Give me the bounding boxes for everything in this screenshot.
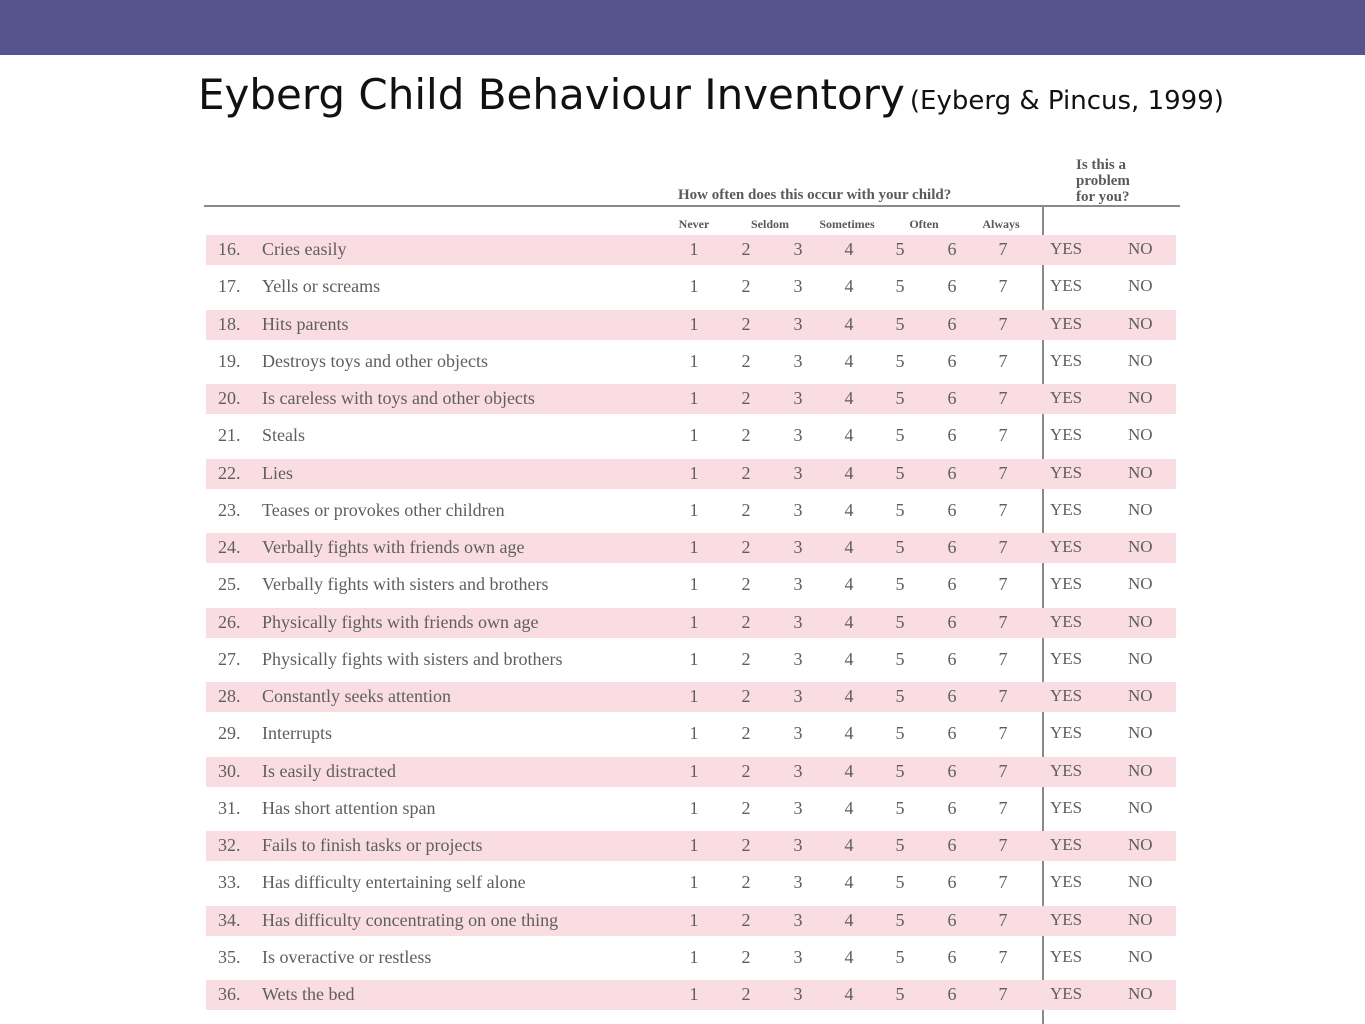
item-number: 32. [218, 835, 241, 855]
table-row [206, 980, 1176, 1010]
rating-option[interactable]: 6 [947, 984, 957, 1004]
title-main: Eyberg Child Behaviour Inventory [198, 70, 905, 119]
rating-option[interactable]: 2 [741, 835, 751, 855]
yes-option[interactable]: YES [1050, 760, 1083, 780]
rating-option[interactable]: 3 [793, 313, 803, 334]
rating-option[interactable]: 6 [947, 574, 957, 595]
rating-option[interactable]: 4 [844, 835, 854, 855]
item-text: Steals [262, 425, 305, 446]
item-text: Physically fights with friends own age [262, 611, 539, 632]
table-row [206, 570, 1176, 600]
rating-option[interactable]: 5 [895, 574, 905, 595]
rating-option[interactable]: 5 [895, 462, 905, 483]
rating-option[interactable]: 3 [793, 686, 803, 706]
item-text: Has difficulty entertaining self alone [262, 872, 526, 893]
yes-option[interactable]: YES [1050, 239, 1083, 258]
yes-option[interactable]: YES [1050, 797, 1083, 817]
rating-option[interactable]: 1 [689, 946, 699, 967]
rating-option[interactable]: 3 [793, 574, 803, 595]
rating-option[interactable]: 4 [844, 984, 854, 1004]
no-option[interactable]: NO [1128, 872, 1153, 892]
rating-option[interactable]: 1 [689, 239, 699, 259]
scale-label-always: Always [982, 217, 1020, 231]
item-number: 31. [218, 797, 241, 818]
rating-option[interactable]: 4 [844, 760, 854, 781]
rating-option[interactable]: 4 [844, 872, 854, 893]
rating-option[interactable]: 7 [998, 872, 1008, 893]
item-number: 27. [218, 648, 241, 669]
rating-option[interactable]: 5 [895, 239, 905, 259]
item-number: 29. [218, 723, 241, 744]
item-number: 36. [218, 984, 241, 1004]
yes-option[interactable]: YES [1050, 909, 1083, 929]
rating-option[interactable]: 2 [741, 239, 751, 259]
rating-option[interactable]: 2 [741, 760, 751, 781]
rating-option[interactable]: 5 [895, 797, 905, 818]
rating-option[interactable]: 4 [844, 611, 854, 632]
rating-option[interactable]: 2 [741, 425, 751, 446]
table-row [206, 719, 1176, 749]
yes-option[interactable]: YES [1050, 984, 1083, 1003]
no-option[interactable]: NO [1128, 835, 1153, 854]
yes-option[interactable]: YES [1050, 388, 1083, 407]
rating-option[interactable]: 1 [689, 350, 699, 371]
table-row [206, 608, 1176, 638]
rating-option[interactable]: 5 [895, 760, 905, 781]
rating-option[interactable]: 2 [741, 984, 751, 1004]
rating-option[interactable]: 1 [689, 835, 699, 855]
rating-option[interactable]: 1 [689, 388, 699, 408]
rating-option[interactable]: 2 [741, 946, 751, 967]
rating-option[interactable]: 4 [844, 946, 854, 967]
rating-option[interactable]: 7 [998, 313, 1008, 334]
yes-option[interactable]: YES [1050, 574, 1083, 594]
item-number: 28. [218, 686, 241, 706]
yes-option[interactable]: YES [1050, 499, 1083, 519]
rating-option[interactable]: 3 [793, 872, 803, 893]
yes-option[interactable]: YES [1050, 276, 1083, 296]
frequency-question: How often does this occur with your child? [678, 187, 952, 203]
rating-option[interactable]: 7 [998, 537, 1008, 557]
no-option[interactable]: NO [1128, 984, 1153, 1003]
yes-option[interactable]: YES [1050, 425, 1083, 445]
yes-option[interactable]: YES [1050, 872, 1083, 892]
item-number: 26. [218, 611, 241, 632]
item-text: Physically fights with sisters and brothers [262, 648, 563, 669]
no-option[interactable]: NO [1128, 686, 1153, 705]
rating-option[interactable]: 4 [844, 239, 854, 259]
item-number: 34. [218, 909, 241, 930]
item-text: Has short attention span [262, 797, 436, 818]
table-row [206, 459, 1176, 489]
no-option[interactable]: NO [1128, 276, 1153, 296]
page-title [198, 70, 1224, 119]
table-row [206, 682, 1176, 712]
no-option[interactable]: NO [1128, 239, 1153, 258]
rating-option[interactable]: 3 [793, 611, 803, 632]
item-text: Verbally fights with friends own age [262, 537, 525, 557]
rating-option[interactable]: 3 [793, 909, 803, 930]
no-option[interactable]: NO [1128, 537, 1153, 556]
rating-option[interactable]: 7 [998, 611, 1008, 632]
header-bar [0, 0, 1365, 55]
rating-option[interactable]: 5 [895, 350, 905, 371]
rating-option[interactable]: 4 [844, 909, 854, 930]
table-row [206, 533, 1176, 563]
rating-option[interactable]: 4 [844, 797, 854, 818]
no-option[interactable]: NO [1128, 499, 1153, 519]
rating-option[interactable]: 6 [947, 797, 957, 818]
no-option[interactable]: NO [1128, 909, 1153, 929]
item-text: Has difficulty concentrating on one thing [262, 909, 559, 930]
rating-option[interactable]: 7 [998, 574, 1008, 595]
rating-option[interactable]: 2 [741, 611, 751, 632]
rating-option[interactable]: 7 [998, 276, 1008, 297]
rating-option[interactable]: 1 [689, 276, 699, 297]
rating-option[interactable]: 6 [947, 723, 957, 744]
rating-option[interactable]: 1 [689, 797, 699, 818]
rating-option[interactable]: 1 [689, 648, 699, 669]
table-row [206, 943, 1176, 973]
rating-option[interactable]: 4 [844, 388, 854, 408]
rating-option[interactable]: 2 [741, 909, 751, 930]
rating-option[interactable]: 2 [741, 648, 751, 669]
rating-option[interactable]: 6 [947, 835, 957, 855]
rating-option[interactable]: 4 [844, 537, 854, 557]
rating-option[interactable]: 4 [844, 462, 854, 483]
rating-option[interactable]: 1 [689, 462, 699, 483]
item-text: Fails to finish tasks or projects [262, 835, 483, 855]
rating-option[interactable]: 1 [689, 909, 699, 930]
rating-option[interactable]: 6 [947, 388, 957, 408]
table-row [206, 645, 1176, 675]
rating-option[interactable]: 3 [793, 835, 803, 855]
rating-option[interactable]: 7 [998, 723, 1008, 744]
scale-label-sometimes: Sometimes [819, 217, 875, 231]
item-number: 19. [218, 350, 241, 371]
title-citation: (Eyberg & Pincus, 1999) [909, 86, 1224, 116]
item-number: 33. [218, 872, 241, 893]
yes-option[interactable]: YES [1050, 946, 1083, 966]
rating-option[interactable]: 4 [844, 723, 854, 744]
yes-option[interactable]: YES [1050, 686, 1083, 705]
item-number: 35. [218, 946, 241, 967]
yes-option[interactable]: YES [1050, 648, 1083, 668]
rating-option[interactable]: 4 [844, 350, 854, 371]
rating-option[interactable]: 7 [998, 909, 1008, 930]
rating-option[interactable]: 7 [998, 648, 1008, 669]
rating-option[interactable]: 6 [947, 909, 957, 930]
rating-option[interactable]: 5 [895, 499, 905, 520]
rating-option[interactable]: 1 [689, 313, 699, 334]
no-option[interactable]: NO [1128, 760, 1153, 780]
scale-label-never: Never [678, 217, 710, 231]
rating-option[interactable]: 7 [998, 797, 1008, 818]
rating-option[interactable]: 1 [689, 760, 699, 781]
rating-option[interactable]: 5 [895, 648, 905, 669]
rating-option[interactable]: 4 [844, 276, 854, 297]
rating-option[interactable]: 2 [741, 388, 751, 408]
table-row [206, 906, 1176, 936]
rating-option[interactable]: 2 [741, 350, 751, 371]
rating-option[interactable]: 7 [998, 984, 1008, 1004]
rating-option[interactable]: 1 [689, 425, 699, 446]
item-text: Cries easily [262, 239, 347, 259]
problem-question-line: Is this a [1076, 157, 1127, 173]
item-number: 16. [218, 239, 241, 259]
yes-option[interactable]: YES [1050, 723, 1083, 743]
rating-option[interactable]: 6 [947, 946, 957, 967]
rating-option[interactable]: 1 [689, 537, 699, 557]
rating-option[interactable]: 6 [947, 872, 957, 893]
rating-option[interactable]: 2 [741, 499, 751, 520]
yes-option[interactable]: YES [1050, 537, 1083, 556]
rating-option[interactable]: 2 [741, 686, 751, 706]
rating-option[interactable]: 2 [741, 872, 751, 893]
table-row [206, 496, 1176, 526]
rating-option[interactable]: 5 [895, 984, 905, 1004]
yes-option[interactable]: YES [1050, 611, 1083, 631]
rating-option[interactable]: 2 [741, 797, 751, 818]
item-number: 22. [218, 462, 241, 483]
rating-option[interactable]: 3 [793, 276, 803, 297]
item-number: 20. [218, 388, 241, 408]
rating-option[interactable]: 7 [998, 350, 1008, 371]
yes-option[interactable]: YES [1050, 835, 1083, 854]
rating-option[interactable]: 4 [844, 686, 854, 706]
rating-option[interactable]: 6 [947, 648, 957, 669]
no-option[interactable]: NO [1128, 462, 1153, 482]
rating-option[interactable]: 4 [844, 499, 854, 520]
no-option[interactable]: NO [1128, 388, 1153, 407]
rating-option[interactable]: 5 [895, 686, 905, 706]
rating-option[interactable]: 6 [947, 611, 957, 632]
yes-option[interactable]: YES [1050, 462, 1083, 482]
item-number: 23. [218, 499, 241, 520]
inventory-form [204, 150, 1184, 1024]
item-number: 17. [218, 276, 241, 297]
item-text: Is careless with toys and other objects [262, 388, 535, 408]
rating-option[interactable]: 5 [895, 388, 905, 408]
rating-option[interactable]: 2 [741, 537, 751, 557]
yes-option[interactable]: YES [1050, 313, 1083, 333]
rating-option[interactable]: 6 [947, 239, 957, 259]
rating-option[interactable]: 1 [689, 611, 699, 632]
rating-option[interactable]: 5 [895, 276, 905, 297]
rating-option[interactable]: 5 [895, 537, 905, 557]
item-number: 18. [218, 313, 241, 334]
rating-option[interactable]: 6 [947, 686, 957, 706]
rating-option[interactable]: 2 [741, 276, 751, 297]
table-row [206, 757, 1176, 787]
table-row [206, 421, 1176, 451]
no-option[interactable]: NO [1128, 797, 1153, 817]
problem-question-line: for you? [1076, 189, 1130, 205]
rating-option[interactable]: 5 [895, 835, 905, 855]
item-text: Yells or screams [262, 276, 381, 297]
rating-option[interactable]: 5 [895, 611, 905, 632]
item-text: Teases or provokes other children [262, 499, 505, 520]
item-number: 21. [218, 425, 241, 446]
rating-option[interactable]: 3 [793, 239, 803, 259]
rating-option[interactable]: 5 [895, 723, 905, 744]
table-row [206, 384, 1176, 414]
no-option[interactable]: NO [1128, 648, 1153, 668]
no-option[interactable]: NO [1128, 574, 1153, 594]
item-text: Is easily distracted [262, 760, 396, 781]
rating-option[interactable]: 7 [998, 686, 1008, 706]
rating-option[interactable]: 1 [689, 723, 699, 744]
table-row [206, 272, 1176, 302]
no-option[interactable]: NO [1128, 425, 1153, 445]
no-option[interactable]: NO [1128, 313, 1153, 333]
table-row [206, 310, 1176, 340]
no-option[interactable]: NO [1128, 723, 1153, 743]
rating-option[interactable]: 3 [793, 648, 803, 669]
scale-label-seldom: Seldom [750, 217, 790, 231]
table-row [206, 868, 1176, 898]
rating-option[interactable]: 3 [793, 797, 803, 818]
rating-option[interactable]: 7 [998, 462, 1008, 483]
rating-option[interactable]: 6 [947, 276, 957, 297]
rating-option[interactable]: 6 [947, 462, 957, 483]
rating-option[interactable]: 6 [947, 425, 957, 446]
item-text: Wets the bed [262, 984, 355, 1004]
rating-option[interactable]: 6 [947, 350, 957, 371]
rating-option[interactable]: 1 [689, 574, 699, 595]
item-number: 25. [218, 574, 241, 595]
item-text: Hits parents [262, 313, 349, 334]
rating-option[interactable]: 1 [689, 872, 699, 893]
rating-option[interactable]: 2 [741, 574, 751, 595]
rating-option[interactable]: 3 [793, 537, 803, 557]
problem-question [1076, 157, 1176, 205]
rating-option[interactable]: 7 [998, 760, 1008, 781]
rating-option[interactable]: 2 [741, 313, 751, 334]
rating-option[interactable]: 6 [947, 760, 957, 781]
rating-option[interactable]: 1 [689, 984, 699, 1004]
rating-option[interactable]: 5 [895, 313, 905, 334]
rating-option[interactable]: 4 [844, 574, 854, 595]
rating-option[interactable]: 3 [793, 984, 803, 1004]
no-option[interactable]: NO [1128, 611, 1153, 631]
item-text: Is overactive or restless [262, 946, 432, 967]
rating-option[interactable]: 3 [793, 425, 803, 446]
rating-option[interactable]: 3 [793, 723, 803, 744]
item-number: 30. [218, 760, 241, 781]
problem-question-line: problem [1076, 173, 1130, 189]
rating-option[interactable]: 3 [793, 350, 803, 371]
rating-option[interactable]: 5 [895, 946, 905, 967]
item-number: 24. [218, 537, 241, 557]
rating-option[interactable]: 3 [793, 388, 803, 408]
rating-option[interactable]: 7 [998, 425, 1008, 446]
rating-option[interactable]: 3 [793, 946, 803, 967]
header-rule [204, 205, 1180, 207]
item-text: Lies [262, 462, 293, 483]
rating-option[interactable]: 1 [689, 499, 699, 520]
rating-option[interactable]: 5 [895, 425, 905, 446]
rating-option[interactable]: 4 [844, 425, 854, 446]
rating-option[interactable]: 6 [947, 499, 957, 520]
rating-option[interactable]: 7 [998, 946, 1008, 967]
no-option[interactable]: NO [1128, 350, 1153, 370]
yes-option[interactable]: YES [1050, 350, 1083, 370]
no-option[interactable]: NO [1128, 946, 1153, 966]
rating-option[interactable]: 3 [793, 499, 803, 520]
rating-option[interactable]: 7 [998, 499, 1008, 520]
rating-option[interactable]: 2 [741, 723, 751, 744]
rating-option[interactable]: 5 [895, 909, 905, 930]
rating-option[interactable]: 7 [998, 835, 1008, 855]
rating-option[interactable]: 5 [895, 872, 905, 893]
item-text: Verbally fights with sisters and brothers [262, 574, 549, 595]
item-text: Constantly seeks attention [262, 686, 451, 706]
scale-label-often: Often [909, 217, 939, 231]
item-text: Interrupts [262, 723, 332, 744]
rating-option[interactable]: 2 [741, 462, 751, 483]
rating-option[interactable]: 6 [947, 313, 957, 334]
item-text: Destroys toys and other objects [262, 350, 488, 371]
table-row [206, 831, 1176, 861]
table-row [206, 794, 1176, 824]
rating-option[interactable]: 4 [844, 648, 854, 669]
rating-option[interactable]: 7 [998, 388, 1008, 408]
rating-option[interactable]: 3 [793, 760, 803, 781]
table-row [206, 347, 1176, 377]
table-row [206, 235, 1176, 265]
rating-option[interactable]: 3 [793, 462, 803, 483]
rating-option[interactable]: 4 [844, 313, 854, 334]
rating-option[interactable]: 6 [947, 537, 957, 557]
rating-option[interactable]: 1 [689, 686, 699, 706]
rating-option[interactable]: 7 [998, 239, 1008, 259]
